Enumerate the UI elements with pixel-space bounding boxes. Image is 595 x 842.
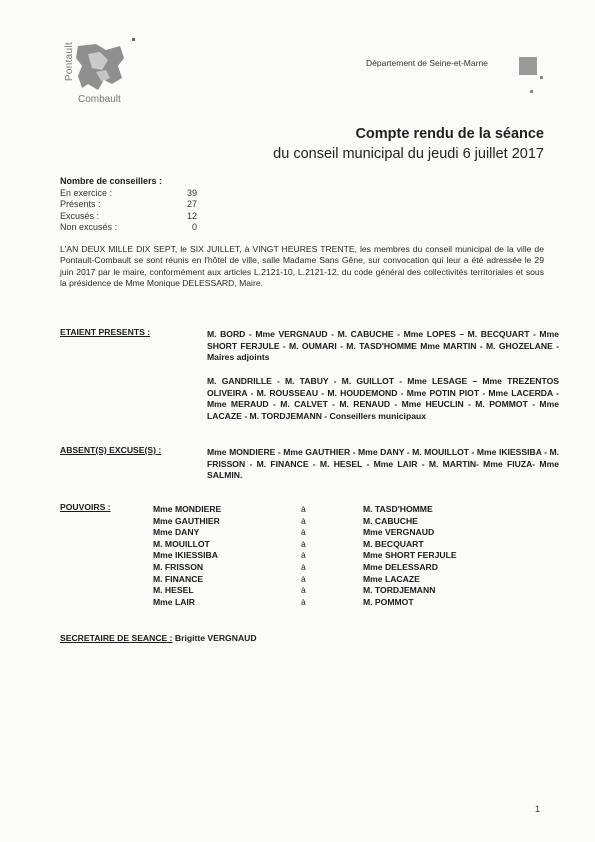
pouvoir-from: M. MOUILLOT — [153, 538, 210, 549]
pouvoir-row — [153, 527, 503, 539]
pouvoir-row — [153, 550, 503, 562]
pouvoir-from: M. HESEL — [153, 585, 194, 596]
presents-conseillers: M. GANDRILLE - M. TABUY - M. GUILLOT - Mme LESAGE – Mme TREZENTOS OLIVEIRA - M. ROUSSEAU - M. HOUDEMOND - Mme POTIN PIOT - Mme LACERDA - Mme MERAUD - M. CALVET - M. RENAUD - Mme HEUCLIN - M. POMMOT - Mme LACAZE - M. TORDJEMANN - Conseillers municipaux — [207, 376, 559, 421]
pouvoir-row — [153, 562, 503, 574]
count-value: 12 — [186, 210, 197, 221]
department-label: Département de Seine-et-Marne — [366, 58, 488, 68]
pouvoir-row — [153, 574, 503, 586]
secretaire-line — [60, 633, 257, 643]
pouvoir-from: M. FINANCE — [153, 573, 204, 584]
logo-text: Combault — [78, 94, 121, 105]
pouvoir-to: Mme DELESSARD — [363, 561, 438, 572]
page-subtitle: du conseil municipal du jeudi 6 juillet 2017 — [273, 146, 544, 162]
pouvoir-from: Mme DANY — [153, 527, 200, 538]
pouvoir-row — [153, 539, 503, 551]
department-dot — [530, 90, 533, 93]
count-value: 0 — [191, 222, 197, 233]
pouvoir-row — [153, 504, 503, 516]
pouvoirs-label: POUVOIRS : — [60, 502, 111, 512]
page-title: Compte rendu de la séance — [355, 126, 544, 142]
pouvoir-row — [153, 597, 503, 609]
pouvoir-to: Mme VERGNAUD — [363, 527, 435, 538]
pouvoir-to: Mme LACAZE — [363, 573, 420, 584]
count-value: 39 — [186, 187, 197, 198]
pouvoir-to: M. CABUCHE — [363, 515, 418, 526]
page-number: 1 — [535, 804, 541, 814]
secretaire-label: SECRETAIRE DE SEANCE : — [60, 633, 173, 643]
pouvoir-to: Mme SHORT FERJULE — [363, 550, 457, 561]
count-label: Excusés : — [60, 210, 100, 221]
pouvoir-a: à — [301, 504, 306, 514]
logo-vertical-text: Pontault — [64, 42, 75, 82]
pouvoir-from: Mme MONDIERE — [153, 504, 222, 514]
count-row — [60, 222, 197, 234]
pouvoir-row — [153, 516, 503, 528]
count-label: En exercice : — [60, 187, 113, 198]
pouvoir-to: M. BECQUART — [363, 538, 424, 549]
pouvoir-a: à — [301, 585, 306, 596]
intro-paragraph: L'AN DEUX MILLE DIX SEPT, le SIX JUILLET, à VINGT HEURES TRENTE, les membres du conseil municipal de la ville de Pontault-Combault se sont réunis en l'hôtel de ville, salle Madame Sans Gêne, sur convocation qui leur a été adressée le 29 juin 2017 par le maire, conformément aux articles L.2121-10, L.2121-12, du code général des collectivités territoriales et sous la présidence de Mme Monique DELESSARD, Maire. — [60, 244, 544, 288]
council-counts — [60, 176, 197, 234]
count-label: Présents : — [60, 199, 101, 210]
pouvoirs-list — [153, 504, 503, 608]
absents-label: ABSENT(S) EXCUSE(S) : — [60, 445, 162, 455]
pouvoir-row — [153, 585, 503, 597]
department-dot — [540, 76, 543, 79]
count-row — [60, 188, 197, 200]
pouvoir-from: Mme IKIESSIBA — [153, 550, 218, 561]
count-value: 27 — [186, 199, 197, 210]
pouvoir-to: M. POMMOT — [363, 596, 414, 607]
department-square-icon — [519, 57, 537, 75]
count-row — [60, 199, 197, 211]
pouvoir-from: Mme GAUTHIER — [153, 515, 220, 526]
presents-label: ETAIENT PRESENTS : — [60, 327, 151, 337]
pouvoir-to: M. TASD'HOMME — [363, 504, 433, 514]
pouvoir-a: à — [301, 527, 306, 538]
count-row — [60, 211, 197, 223]
pouvoir-a: à — [301, 573, 306, 584]
pouvoir-a: à — [301, 550, 306, 561]
count-label: Non excusés : — [60, 222, 118, 233]
secretaire-name: Brigitte VERGNAUD — [174, 633, 257, 643]
presents-adjoints: M. BORD - Mme VERGNAUD - M. CABUCHE - Mme LOPES – M. BECQUART - Mme SHORT FERJULE - M. OUMARI - M. TASD'HOMME Mme MARTIN - M. GHOZELANE - Maires adjoints — [207, 329, 559, 363]
absents-text: Mme MONDIERE - Mme GAUTHIER - Mme DANY - M. MOUILLOT - Mme IKIESSIBA - M. FRISSON - M. FINANCE - M. HESEL - Mme LAIR - M. MARTIN- Mme FIUZA- Mme SALMIN. — [207, 447, 559, 481]
pouvoir-a: à — [301, 515, 306, 526]
pouvoir-a: à — [301, 596, 306, 607]
pouvoir-from: Mme LAIR — [153, 596, 196, 607]
pouvoir-to: M. TORDJEMANN — [363, 585, 436, 596]
counts-heading: Nombre de conseillers : — [60, 176, 163, 186]
pouvoir-a: à — [301, 538, 306, 549]
pouvoir-a: à — [301, 561, 306, 572]
pouvoir-from: M. FRISSON — [153, 561, 204, 572]
